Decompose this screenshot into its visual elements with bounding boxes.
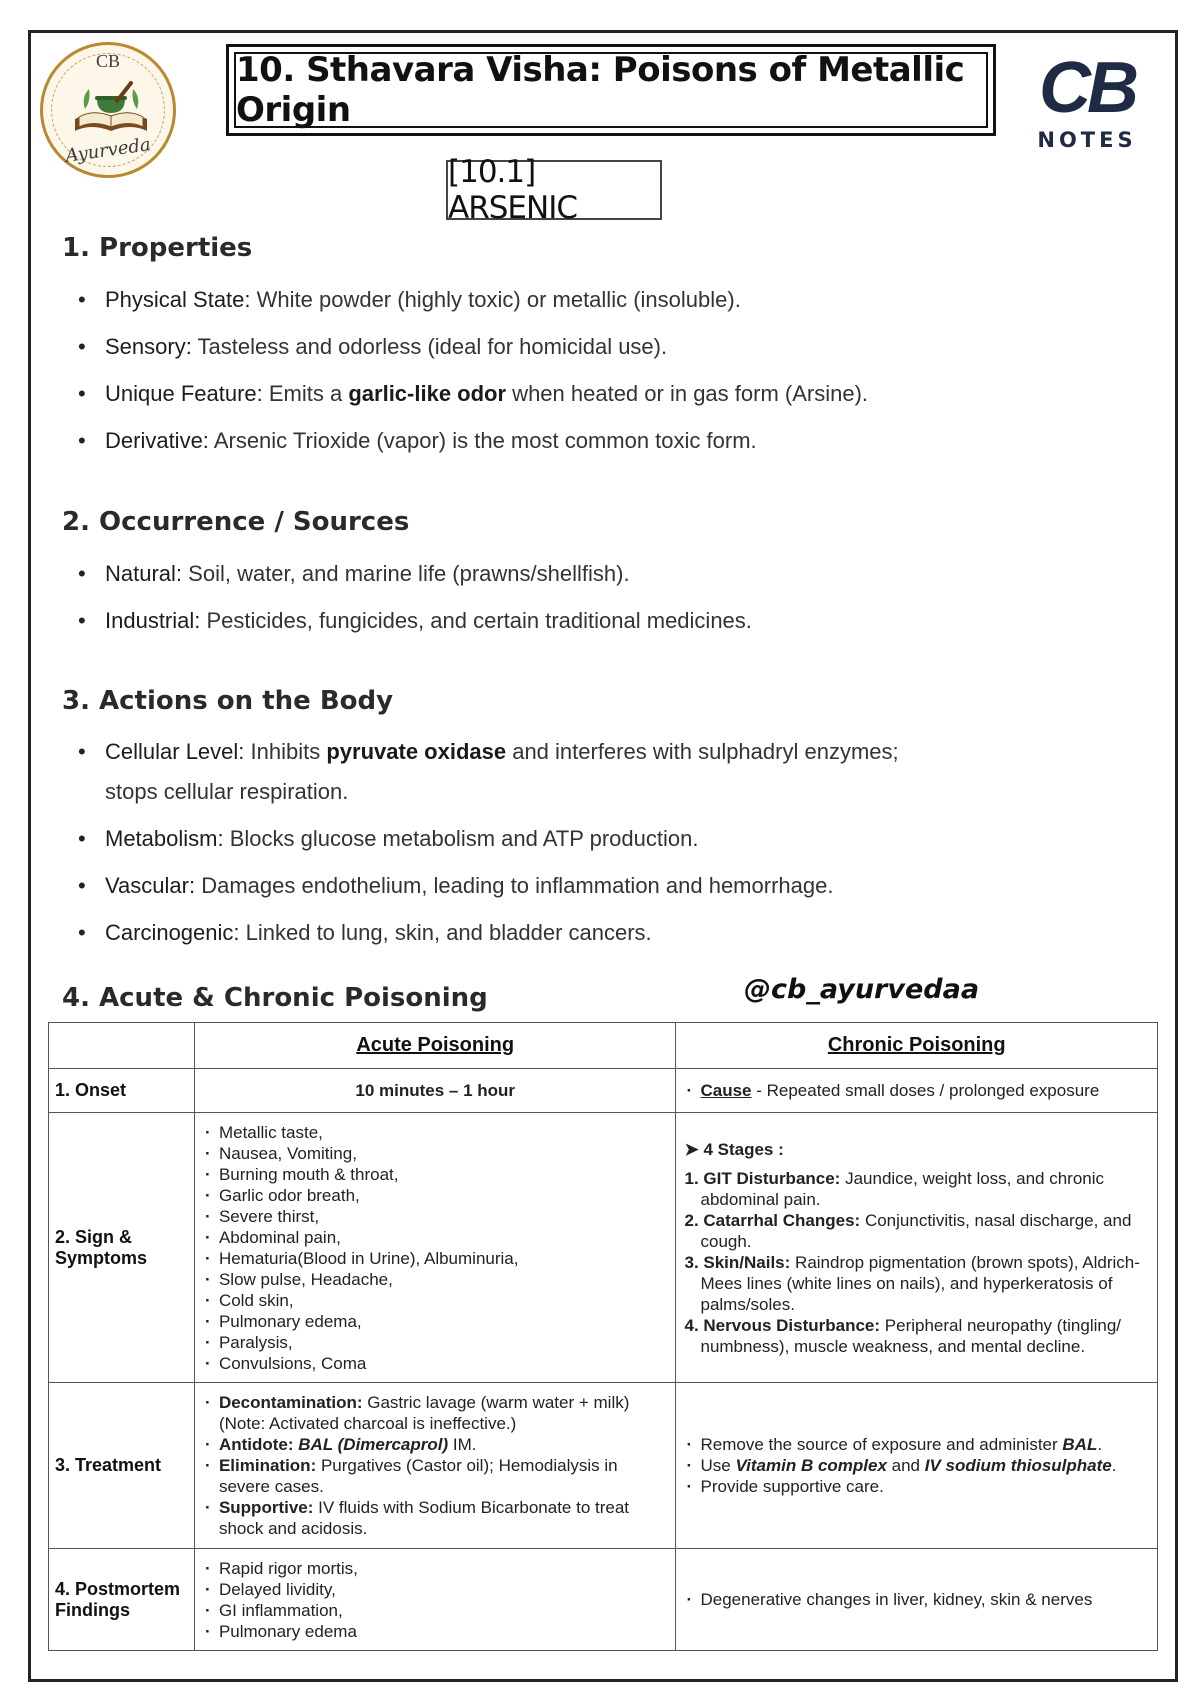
list-item: · Convulsions, Coma (203, 1353, 668, 1374)
item-text: Damages endothelium, leading to inflammation and hemorrhage. (195, 873, 834, 898)
occurrence-heading: 2. Occurrence / Sources (62, 507, 410, 537)
list-item (78, 913, 1118, 953)
postmortem-acute (194, 1549, 676, 1651)
list-item: · Metallic taste, (203, 1122, 668, 1143)
list-item: · Paralysis, (203, 1332, 668, 1353)
stage-text: Jaundice, weight loss, and chronic abdominal pain. (700, 1168, 1105, 1209)
item-label: Natural: (105, 561, 183, 586)
list-item (78, 327, 1118, 367)
acute-column-header: Acute Poisoning (194, 1023, 676, 1069)
properties-list (78, 280, 1118, 468)
cause-text: - Repeated small doses / prolonged exposure (751, 1081, 1100, 1100)
item-label: Unique Feature: (105, 381, 263, 406)
list-item: · Pulmonary edema, (203, 1311, 668, 1332)
subtitle-box (446, 154, 662, 226)
table-row (49, 1549, 1158, 1651)
list-item (684, 1315, 1149, 1357)
list-item (684, 1168, 1149, 1210)
signs-acute (194, 1113, 676, 1383)
list-item (78, 819, 1118, 859)
stage-label: 2. Catarrhal Changes: (684, 1210, 861, 1230)
properties-heading: 1. Properties (62, 233, 253, 263)
treat-text: IM. (448, 1435, 477, 1454)
treatment-chronic (676, 1383, 1158, 1549)
treatment-label: 3. Treatment (49, 1383, 195, 1549)
item-text: Blocks glucose metabolism and ATP production. (223, 826, 699, 851)
table-header-row (49, 1023, 1158, 1069)
item-label: Industrial: (105, 608, 201, 633)
subtitle: [10.1] ARSENIC (448, 154, 577, 226)
list-item: · Cold skin, (203, 1290, 668, 1311)
list-item: · Hematuria(Blood in Urine), Albuminuria, (203, 1248, 668, 1269)
title-box (226, 44, 996, 136)
treat-text: . (1111, 1456, 1117, 1475)
treat-label: Decontamination: (218, 1393, 363, 1412)
postmortem-label: 4. Postmortem Findings (49, 1549, 195, 1651)
title-inner (234, 52, 988, 128)
item-text: Soil, water, and marine life (prawns/shellfish). (182, 561, 630, 586)
list-item (78, 421, 1118, 461)
list-item: · Degenerative changes in liver, kidney, skin & nerves (684, 1589, 1149, 1610)
treat-text: Gastric lavage (warm water + milk) (Note: Activated charcoal is ineffective.) (218, 1393, 630, 1433)
item-label: Physical State: (105, 287, 251, 312)
social-handle: @cb_ayurvedaa (744, 974, 980, 1005)
logo-right-mark: CB (1039, 48, 1135, 128)
logo-left-bottom-text: Ayurveda (64, 134, 152, 167)
stage-text: Raindrop pigmentation (brown spots), Aldrich-Mees lines (white lines on nails), and hyperkeratosis of palms/soles. (700, 1252, 1140, 1314)
treatment-acute (194, 1383, 676, 1549)
list-item: · Delayed lividity, (203, 1579, 668, 1600)
item-label: Cellular Level: (105, 739, 245, 764)
item-bold: pyruvate oxidase (326, 739, 507, 764)
list-item (203, 1392, 668, 1434)
logo-left-top-text: CB (95, 51, 120, 71)
signs-label: 2. Sign & Symptoms (49, 1113, 195, 1383)
item-label: Carcinogenic: (105, 920, 240, 945)
list-item (78, 732, 1118, 812)
stage-label: 3. Skin/Nails: (684, 1252, 791, 1272)
list-item: · Nausea, Vomiting, (203, 1143, 668, 1164)
item-text: Emits a (262, 381, 349, 406)
treat-text: IV fluids with Sodium Bicarbonate to treat shock and acidosis. (218, 1498, 630, 1538)
occurrence-list (78, 554, 1118, 648)
list-item (203, 1497, 668, 1539)
list-item (203, 1434, 668, 1455)
list-item (684, 1455, 1149, 1476)
item-text: and interferes with sulphadryl enzymes; (506, 739, 899, 764)
onset-label: 1. Onset (49, 1069, 195, 1113)
cb-notes-logo (1022, 48, 1152, 162)
item-text: Linked to lung, skin, and bladder cancers. (239, 920, 652, 945)
cb-ayurveda-logo (40, 42, 176, 178)
list-item (78, 601, 1118, 641)
treat-text: Provide supportive care. (700, 1477, 884, 1496)
stage-label: 1. GIT Disturbance: (684, 1168, 841, 1188)
empty-header-cell (49, 1023, 195, 1069)
table-row (49, 1113, 1158, 1383)
treat-label: Elimination: (218, 1456, 317, 1475)
item-text: Inhibits (244, 739, 327, 764)
poisoning-heading: 4. Acute & Chronic Poisoning (62, 983, 488, 1013)
item-text: Pesticides, fungicides, and certain traditional medicines. (200, 608, 752, 633)
list-item (78, 554, 1118, 594)
list-item: · Abdominal pain, (203, 1227, 668, 1248)
stages-block (676, 1131, 1157, 1365)
item-text: Arsenic Trioxide (vapor) is the most common toxic form. (208, 428, 757, 453)
stage-text: Conjunctivitis, nasal discharge, and cough. (700, 1210, 1132, 1251)
logo-right-sub: NOTES (1037, 128, 1137, 152)
stage-label: 4. Nervous Disturbance: (684, 1315, 881, 1335)
list-item: · GI inflammation, (203, 1600, 668, 1621)
mortar-book-icon (71, 79, 151, 139)
stage-text: Peripheral neuropathy (tingling/ numbness), muscle weakness, and mental decline. (700, 1315, 1122, 1356)
treat-label: Supportive: (218, 1498, 314, 1517)
list-item: · Rapid rigor mortis, (203, 1558, 668, 1579)
treat-italic: BAL (1062, 1435, 1098, 1454)
onset-chronic (676, 1069, 1158, 1113)
list-item: · Garlic odor breath, (203, 1185, 668, 1206)
item-label: Vascular: (105, 873, 196, 898)
item-text: Tasteless and odorless (ideal for homicidal use). (191, 334, 668, 359)
list-item (78, 374, 1118, 414)
item-text: when heated or in gas form (Arsine). (506, 381, 869, 406)
actions-list (78, 732, 1118, 960)
item-label: Derivative: (105, 428, 209, 453)
poisoning-table (48, 1022, 1158, 1651)
list-item (203, 1455, 668, 1497)
list-item (684, 1080, 1149, 1101)
treat-text: Remove the source of exposure and administer (700, 1435, 1063, 1454)
treat-text: . (1097, 1435, 1103, 1454)
treat-text: Use (700, 1456, 736, 1475)
table-row (49, 1383, 1158, 1549)
cause-label: Cause (700, 1081, 752, 1100)
chronic-column-header: Chronic Poisoning (676, 1023, 1158, 1069)
list-item (684, 1210, 1149, 1252)
treat-italic: BAL (Dimercaprol) (298, 1435, 449, 1454)
actions-heading: 3. Actions on the Body (62, 686, 394, 716)
list-item (78, 866, 1118, 906)
list-item (78, 280, 1118, 320)
table-row (49, 1069, 1158, 1113)
treat-label: Antidote: (218, 1435, 294, 1454)
list-item (684, 1434, 1149, 1455)
item-continuation: stops cellular respiration. (105, 779, 349, 804)
treat-italic: Vitamin B complex (735, 1456, 887, 1475)
list-item (684, 1476, 1149, 1497)
page-title: 10. Sthavara Visha: Poisons of Metallic Origin (236, 50, 965, 130)
signs-chronic (676, 1113, 1158, 1383)
item-label: Metabolism: (105, 826, 224, 851)
onset-acute: 10 minutes – 1 hour (194, 1069, 676, 1113)
list-item: · Severe thirst, (203, 1206, 668, 1227)
list-item: · Pulmonary edema (203, 1621, 668, 1642)
stages-header: ➤ 4 Stages : (684, 1139, 784, 1159)
list-item (684, 1252, 1149, 1315)
treat-text: and (886, 1456, 925, 1475)
list-item: · Slow pulse, Headache, (203, 1269, 668, 1290)
item-label: Sensory: (105, 334, 192, 359)
item-text: White powder (highly toxic) or metallic (insoluble). (250, 287, 741, 312)
postmortem-chronic (676, 1549, 1158, 1651)
treat-italic: IV sodium thiosulphate (924, 1456, 1112, 1475)
list-item: · Burning mouth & throat, (203, 1164, 668, 1185)
item-bold: garlic-like odor (348, 381, 507, 406)
treat-text: Purgatives (Castor oil); Hemodialysis in severe cases. (218, 1456, 618, 1496)
